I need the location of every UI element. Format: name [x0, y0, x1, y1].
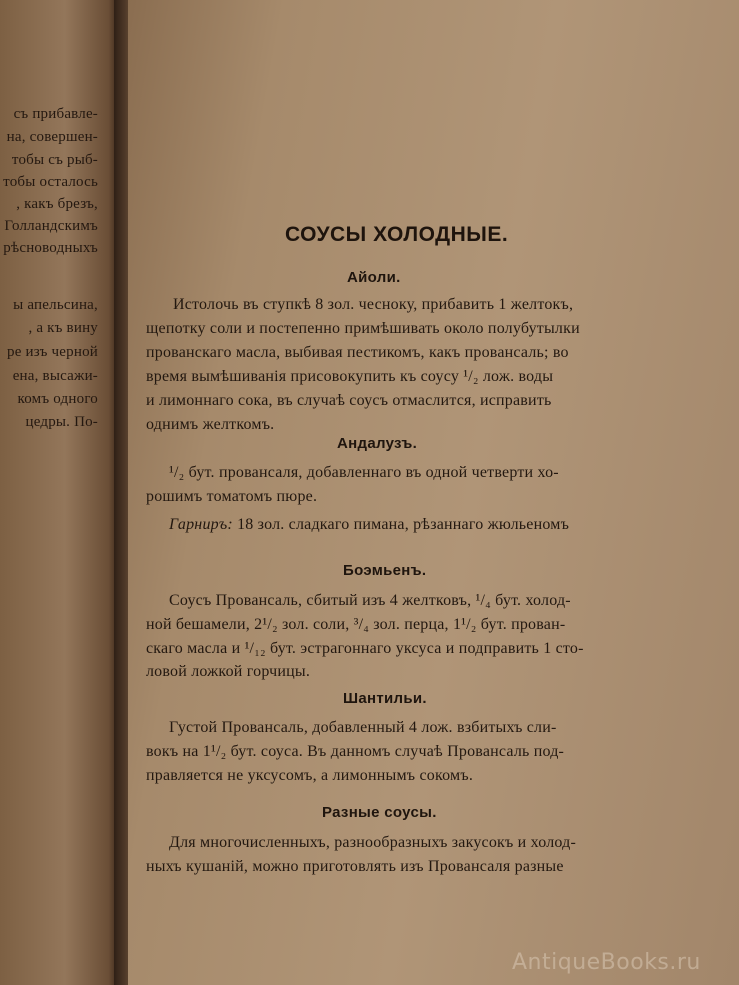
page-title: СОУСЫ ХОЛОДНЫЕ.	[285, 223, 509, 246]
paragraph-line: ловой ложкой горчицы.	[146, 663, 311, 680]
section-heading-various-sauces: Разные соусы.	[322, 804, 437, 821]
paragraph-line: ныхъ кушаній, можно приготовлять изъ Провансаля разные	[146, 858, 564, 875]
left-page-line: рѣсноводныхъ	[3, 240, 98, 256]
paragraph-line: правляется не уксусомъ, а лимоннымъ сокомъ.	[146, 767, 474, 784]
left-page-line: тобы осталось	[3, 174, 98, 190]
paragraph-line: Для многочисленныхъ, разнообразныхъ закусокъ и холод-	[169, 834, 577, 851]
left-page-line: съ прибавле-	[13, 106, 98, 122]
paragraph-line: и лимоннаго сока, въ случаѣ соусъ отмаслится, исправить	[146, 392, 552, 409]
left-page-line: на, совершен-	[6, 129, 98, 145]
left-page-line: комъ одного	[17, 391, 98, 407]
left-page-line: цедры. По-	[25, 414, 98, 430]
paragraph-line: ной бешамели, 2¹/₂ зол. соли, ³/₄ зол. перца, 1¹/₂ бут. прован-	[146, 616, 566, 633]
left-page-line: , а къ вину	[28, 320, 98, 336]
left-page-line: Голландскимъ	[4, 218, 98, 234]
section-heading-chantilly: Шантильи.	[343, 690, 427, 707]
section-heading-aioli: Айоли.	[347, 269, 401, 286]
section-heading-andalouse: Андалузъ.	[337, 435, 418, 452]
left-page-line: ы апельсина,	[13, 297, 98, 313]
paragraph-line: однимъ желткомъ.	[146, 416, 275, 433]
paragraph-line: Истолочь въ ступкѣ 8 зол. чесноку, прибавить 1 желтокъ,	[173, 296, 574, 313]
garnish-label: Гарниръ:	[169, 516, 233, 533]
garnish-text: 18 зол. сладкаго пимана, рѣзаннаго жюльеномъ	[232, 516, 570, 533]
left-page-line: , какъ брезъ,	[16, 196, 98, 212]
left-page-line: ре изъ черной	[7, 344, 98, 360]
section-heading-bohemienne: Боэмьенъ.	[343, 562, 427, 579]
left-page-line: тобы съ рыб-	[11, 152, 98, 168]
left-page-line: ена, высажи-	[12, 368, 98, 384]
left-page	[0, 0, 118, 985]
paragraph-line: прованскаго масла, выбивая пестикомъ, какъ провансаль; во	[146, 344, 569, 361]
paragraph-line: Соусъ Провансаль, сбитый изъ 4 желтковъ, ¹/₄ бут. холод-	[169, 592, 571, 609]
watermark: AntiqueBooks.ru	[512, 950, 701, 975]
paragraph-line: скаго масла и ¹/₁₂ бут. эстрагоннаго уксуса и подправить 1 сто-	[146, 640, 584, 657]
paragraph-line: щепотку соли и постепенно примѣшивать около полубутылки	[146, 320, 580, 337]
paragraph-line: время вымѣшиванія присовокупить къ соусу ¹/₂ лож. воды	[146, 368, 554, 385]
paragraph-line: вокъ на 1¹/₂ бут. соуса. Въ данномъ случаѣ Провансаль под-	[146, 743, 565, 760]
paragraph-line: Густой Провансаль, добавленный 4 лож. взбитыхъ сли-	[169, 719, 557, 736]
garnish-line	[169, 516, 569, 534]
paragraph-line: рошимъ томатомъ пюре.	[146, 488, 318, 505]
paragraph-line: ¹/₂ бут. провансаля, добавленнаго въ одной четверти хо-	[169, 464, 559, 481]
